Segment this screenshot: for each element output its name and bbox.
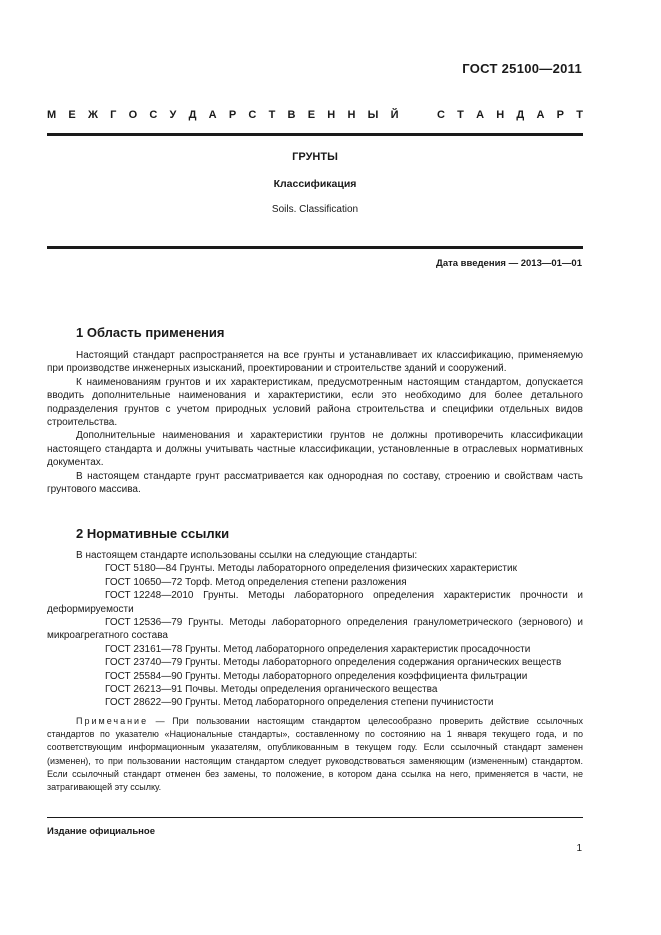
banner-gap bbox=[411, 109, 425, 121]
references-list bbox=[47, 562, 583, 709]
banner-letter: Н bbox=[327, 109, 336, 121]
reference-item bbox=[47, 562, 583, 575]
banner-letter: А bbox=[536, 109, 545, 121]
reference-code: ГОСТ 5180—84 bbox=[105, 563, 177, 575]
reference-title: Грунты. Методы лабораторного определения характеристик прочности и деформируемости bbox=[47, 590, 584, 615]
reference-title: Торф. Метод определения степени разложения bbox=[185, 576, 407, 588]
banner-letter: Т bbox=[457, 109, 464, 121]
section-2-heading: 2 Нормативные ссылки bbox=[76, 526, 230, 541]
banner-letter: М bbox=[47, 109, 57, 121]
reference-title: Почвы. Методы определения органического вещества bbox=[185, 684, 438, 696]
reference-title: Грунты. Метод лабораторного определения характеристик просадочности bbox=[185, 643, 531, 655]
reference-item bbox=[47, 670, 583, 683]
reference-title: Грунты. Методы лабораторного определения гранулометрического (зернового) и микроагрегатного состава bbox=[47, 617, 584, 642]
document-code: ГОСТ 25100—2011 bbox=[462, 61, 582, 76]
reference-title: Грунты. Методы лабораторного определения содержания органических веществ bbox=[185, 657, 562, 669]
paragraph: К наименованиям грунтов и их характеристикам, предусмотренным настоящим стандартом, допускается вводить дополнительные наименования и характеристики, если это необходимо для более детального подразделения грунтов с учетом природных условий района строительства и специфики отдельных видов строительства. bbox=[47, 376, 583, 429]
document-subtitle: Классификация bbox=[273, 178, 357, 190]
introduction-date: Дата введения — 2013—01—01 bbox=[436, 258, 582, 269]
banner-letter: Н bbox=[347, 109, 356, 121]
reference-code: ГОСТ 23161—78 bbox=[105, 643, 183, 655]
reference-item bbox=[47, 656, 583, 669]
banner-letter: Е bbox=[68, 109, 76, 121]
banner-letter: С bbox=[436, 109, 445, 121]
paragraph: Настоящий стандарт распространяется на все грунты и устанавливает их классификацию, применяемую при производстве инженерных изысканий, проектировании и строительстве зданий и сооружений. bbox=[47, 350, 583, 375]
reference-code: ГОСТ 26213—91 bbox=[105, 684, 183, 696]
banner-letter: В bbox=[287, 109, 296, 121]
banner-letter: Р bbox=[228, 109, 237, 121]
official-edition-label: Издание официальное bbox=[47, 826, 155, 837]
banner-letter: О bbox=[128, 109, 138, 121]
paragraph: В настоящем стандарте грунт рассматривается как однородная по составу, строению и свойствам часть грунтового массива. bbox=[47, 470, 583, 496]
banner-letter: А bbox=[476, 109, 485, 121]
footer-divider bbox=[47, 817, 583, 818]
reference-code: ГОСТ 12248—2010 bbox=[105, 590, 194, 602]
banner-letter: Д bbox=[188, 109, 197, 121]
note-text: — При пользовании настоящим стандартом целесообразно проверить действие ссылочных стандартов по указателю «Национальные стандарты», составленному по состоянию на 1 января текущего года, и по соответствующим информационным указателям, опубликованным в текущем году. Если ссылочный стандарт заменен (изменен), то при пользовании настоящим стандартом следует руководствоваться заменяющим (измененным) стандартом. Если ссылочный стандарт отменен без замены, то положение, в котором дана ссылка на него, применяется в части, не затрагивающей эту ссылку. bbox=[47, 716, 583, 793]
reference-item bbox=[47, 616, 583, 643]
banner-letter: Ж bbox=[87, 109, 98, 121]
banner-letter: С bbox=[248, 109, 257, 121]
banner-letter: Ы bbox=[367, 109, 379, 121]
english-title: Soils. Classification bbox=[271, 204, 359, 215]
banner-letter: А bbox=[208, 109, 217, 121]
reference-code: ГОСТ 23740—79 bbox=[105, 657, 183, 669]
banner-letter: Й bbox=[390, 109, 399, 121]
reference-code: ГОСТ 12536—79 bbox=[105, 617, 183, 629]
section-2-body bbox=[47, 549, 583, 710]
paragraph: Дополнительные наименования и характеристики грунтов не должны противоречить классификации настоящего стандарта и должны учитывать частные классификации, установленные в отраслевых нормативных документах. bbox=[47, 430, 583, 469]
reference-item bbox=[47, 643, 583, 656]
banner-letter: Г bbox=[110, 109, 117, 121]
banner-letter: Р bbox=[556, 109, 564, 121]
reference-item bbox=[47, 683, 583, 696]
interstate-standard-banner bbox=[47, 109, 583, 121]
banner-letter: У bbox=[169, 109, 177, 121]
section-1-heading: 1 Область применения bbox=[76, 325, 225, 340]
reference-title: Грунты. Метод лабораторного определения степени пучинистости bbox=[185, 697, 494, 709]
reference-code: ГОСТ 28622—90 bbox=[105, 697, 183, 709]
top-divider bbox=[47, 133, 583, 136]
banner-letter: Д bbox=[516, 109, 525, 121]
banner-letter: С bbox=[149, 109, 158, 121]
reference-item bbox=[47, 696, 583, 709]
banner-letter: Т bbox=[268, 109, 276, 121]
banner-letter: Е bbox=[307, 109, 316, 121]
note bbox=[47, 715, 583, 794]
page-number: 1 bbox=[576, 843, 582, 854]
title-divider bbox=[47, 246, 583, 249]
reference-title: Грунты. Методы лабораторного определения коэффициента фильтрации bbox=[185, 670, 528, 682]
references-lead: В настоящем стандарте использованы ссылки на следующие стандарты: bbox=[76, 550, 418, 561]
reference-title: Грунты. Методы лабораторного определения физических характеристик bbox=[179, 563, 517, 575]
reference-code: ГОСТ 10650—72 bbox=[105, 576, 183, 588]
document-title: ГРУНТЫ bbox=[292, 151, 338, 163]
section-1-body bbox=[47, 349, 583, 496]
banner-letter: Т bbox=[576, 109, 583, 121]
reference-code: ГОСТ 25584—90 bbox=[105, 670, 183, 682]
reference-item bbox=[47, 589, 583, 616]
note-label: Примечание bbox=[76, 716, 149, 726]
banner-letter: Н bbox=[496, 109, 505, 121]
reference-item bbox=[47, 576, 583, 589]
